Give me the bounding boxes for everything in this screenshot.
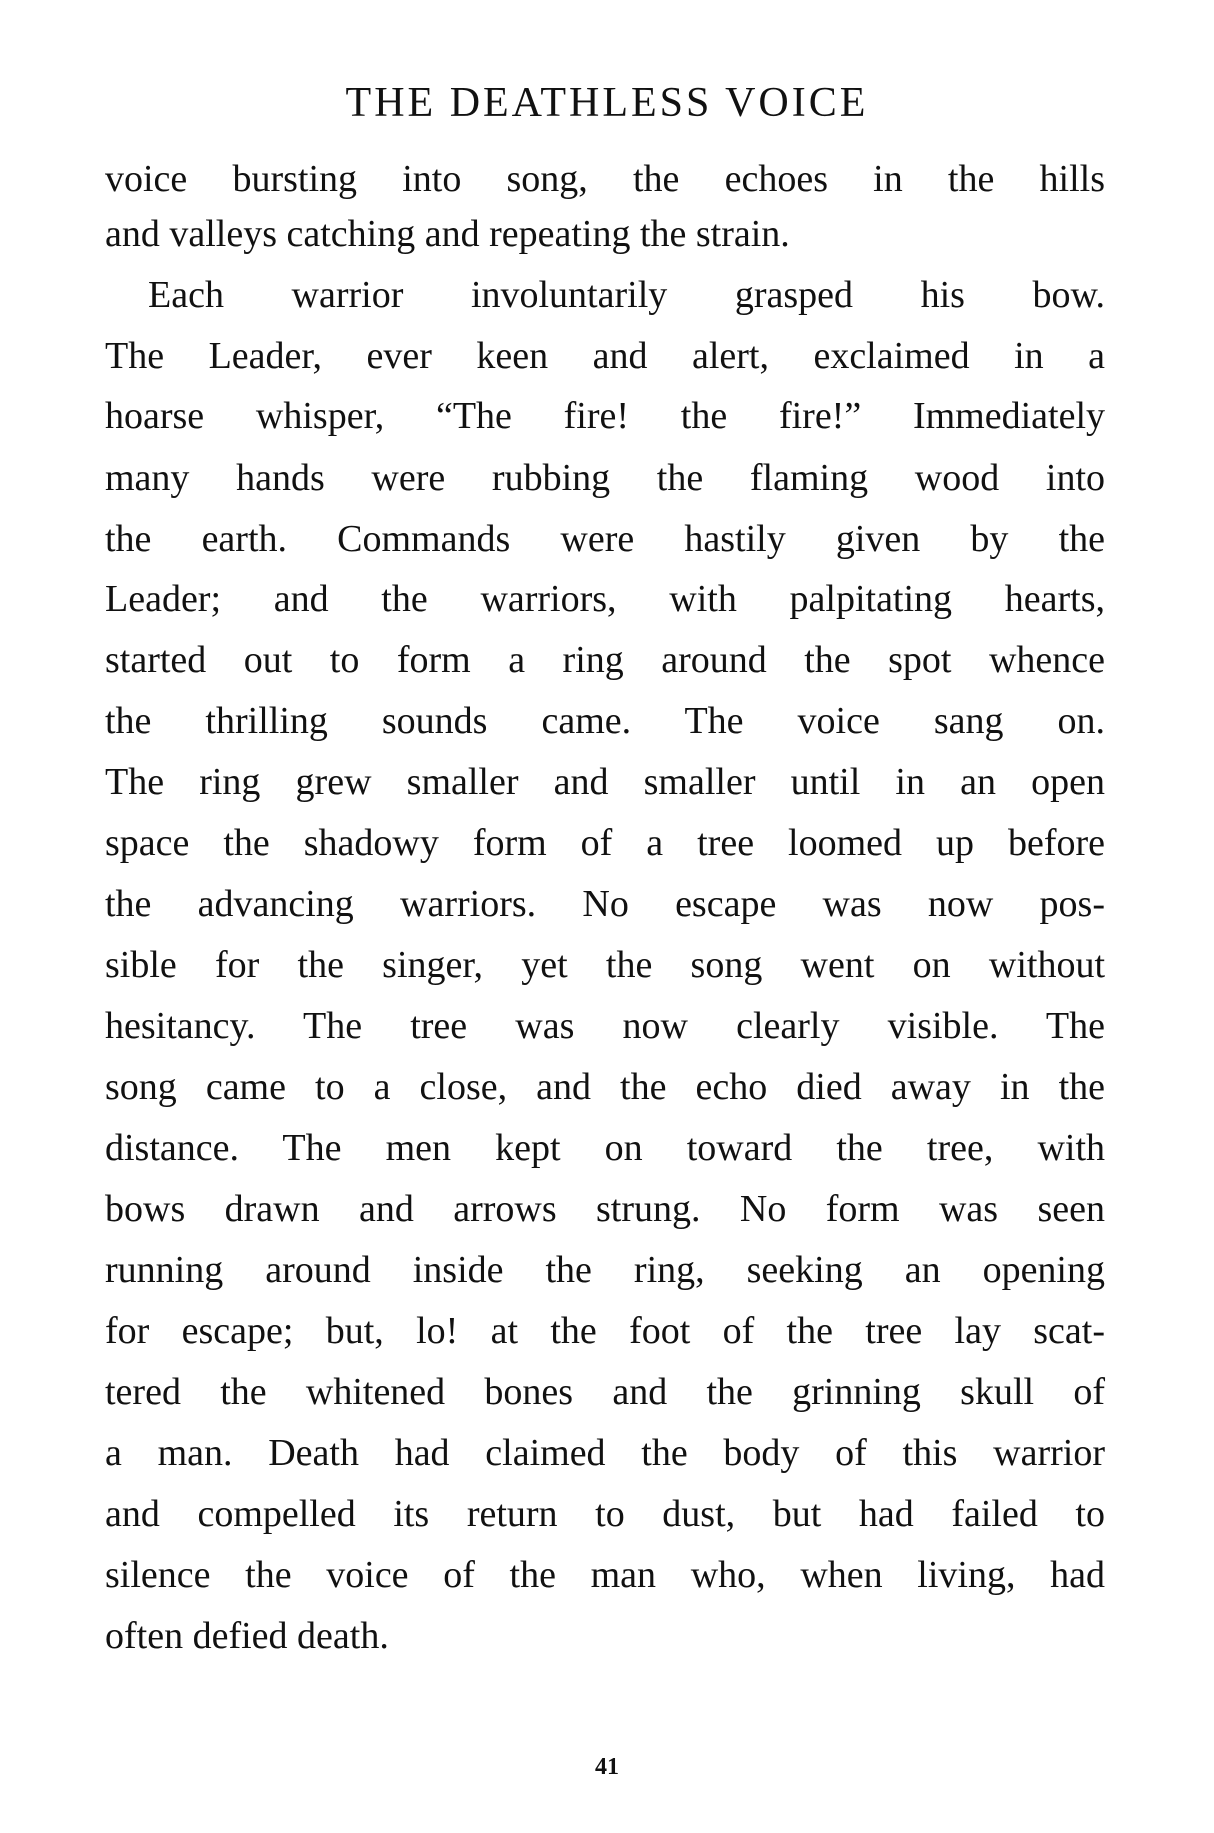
- text-line: space the shadowy form of a tree loomed up before: [105, 822, 1105, 864]
- text-line: running around inside the ring, seeking an opening: [105, 1249, 1105, 1291]
- text-line: and valleys catching and repeating the strain.: [105, 213, 790, 255]
- text-line: the advancing warriors. No escape was now pos-: [105, 883, 1105, 925]
- text-line: for escape; but, lo! at the foot of the tree lay scat-: [105, 1310, 1105, 1352]
- text-line: started out to form a ring around the spot whence: [105, 639, 1105, 681]
- text-line: song came to a close, and the echo died away in the: [105, 1066, 1105, 1108]
- text-line: distance. The men kept on toward the tree, with: [105, 1127, 1105, 1169]
- text-line: sible for the singer, yet the song went on without: [105, 944, 1105, 986]
- text-line: many hands were rubbing the flaming wood into: [105, 457, 1105, 499]
- text-line: Leader; and the warriors, with palpitating hearts,: [105, 578, 1105, 620]
- text-line: bows drawn and arrows strung. No form was seen: [105, 1188, 1105, 1230]
- running-title: THE DEATHLESS VOICE: [345, 80, 869, 126]
- text-line: voice bursting into song, the echoes in the hills: [105, 158, 1105, 200]
- text-line: and compelled its return to dust, but had failed to: [105, 1493, 1105, 1535]
- text-line: The Leader, ever keen and alert, exclaimed in a: [105, 335, 1105, 377]
- text-line: the thrilling sounds came. The voice sang on.: [105, 700, 1105, 742]
- text-line: Each warrior involuntarily grasped his bow.: [148, 274, 1105, 316]
- page-number: 41: [595, 1754, 619, 1780]
- text-line: the earth. Commands were hastily given by the: [105, 518, 1105, 560]
- text-line: a man. Death had claimed the body of this warrior: [105, 1432, 1105, 1474]
- text-line: hesitancy. The tree was now clearly visible. The: [105, 1005, 1105, 1047]
- text-line: The ring grew smaller and smaller until in an open: [105, 761, 1105, 803]
- text-line: often defied death.: [105, 1615, 389, 1657]
- text-line: hoarse whisper, “The fire! the fire!” Immediately: [105, 395, 1105, 437]
- text-line: silence the voice of the man who, when living, had: [105, 1554, 1105, 1596]
- text-line: tered the whitened bones and the grinning skull of: [105, 1371, 1105, 1413]
